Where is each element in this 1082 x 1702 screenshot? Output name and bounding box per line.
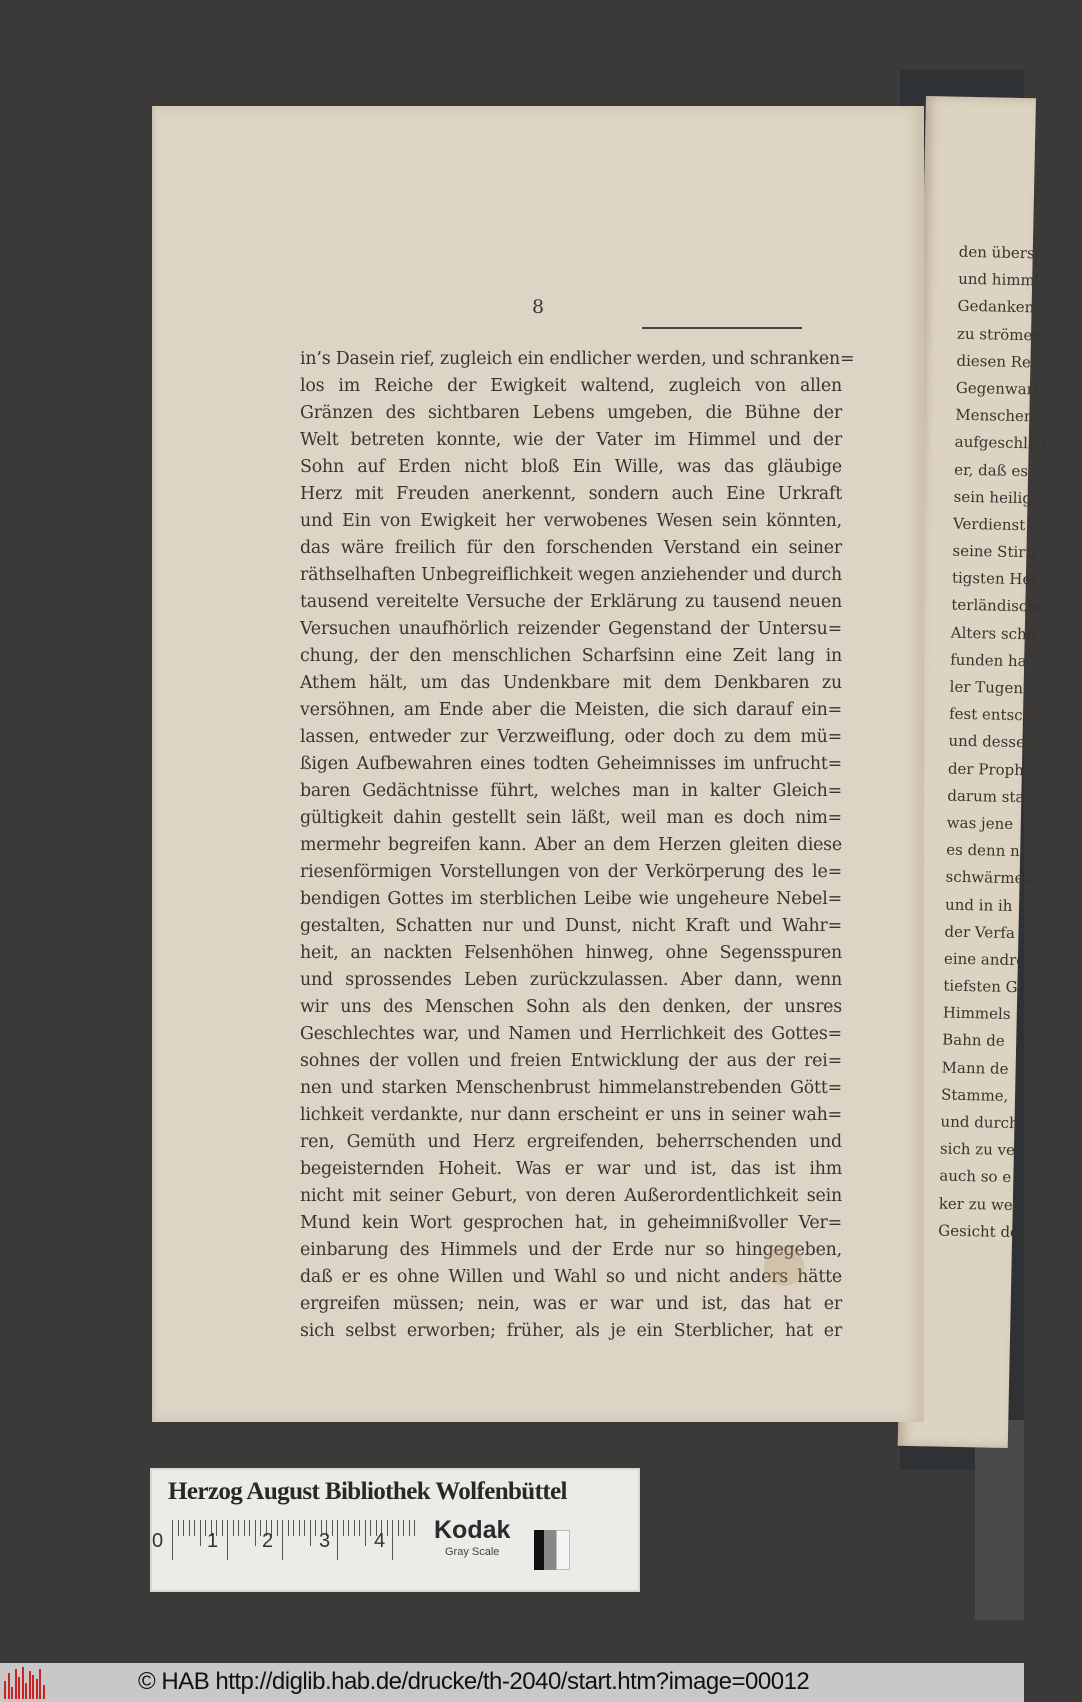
logo-bar <box>32 1675 34 1699</box>
text-line: und himml <box>957 269 1040 290</box>
ruler-tick <box>387 1520 388 1536</box>
text-line: sohnes der vollen und freien Entwicklung der aus der rei= <box>300 1051 842 1071</box>
text-line: aufgeschlag <box>954 432 1047 453</box>
ruler-tick <box>260 1520 261 1536</box>
text-line: und durch <box>940 1112 1019 1133</box>
text-line: chung, der den menschlichen Scharfsinn eine Zeit lang in <box>300 646 842 666</box>
ruler-tick <box>244 1520 245 1536</box>
right-page-text <box>938 239 1079 1247</box>
ruler-tick <box>233 1520 234 1536</box>
text-line: terländische <box>951 596 1047 617</box>
page-body-text <box>300 346 855 1345</box>
ruler-tick <box>348 1520 349 1536</box>
text-line: versöhnen, am Ende aber die Meisten, die sich darauf ein= <box>300 700 842 720</box>
text-line: Stamme, <box>940 1085 1009 1105</box>
ruler-tick <box>183 1520 184 1536</box>
text-line: Mann de <box>941 1058 1009 1078</box>
logo-bar <box>11 1687 13 1699</box>
text-line: sich zu ve <box>939 1139 1016 1160</box>
logo-bar <box>29 1671 31 1699</box>
ruler-tick <box>403 1520 404 1536</box>
text-line: räthselhaften Unbegreiflichkeit wegen anziehender und durch <box>300 565 842 585</box>
footer-bar <box>0 1663 1024 1702</box>
text-line: Alters scho <box>950 623 1036 644</box>
left-page <box>152 106 924 1422</box>
text-line: seine Stirn <box>952 541 1036 562</box>
ruler-tick <box>315 1520 316 1536</box>
logo-bar <box>4 1681 6 1699</box>
text-line: Himmels <box>942 1003 1011 1024</box>
scale-number: 3 <box>319 1530 331 1552</box>
scale-number: 2 <box>262 1530 274 1552</box>
ruler-tick <box>359 1520 360 1536</box>
text-line: Herz mit Freuden anerkennt, sondern auch Eine Urkraft <box>300 484 842 504</box>
text-line: baren Gedächtnisse führt, welches man in kalter Gleich= <box>300 781 842 801</box>
ruler-tick <box>310 1520 311 1546</box>
logo-bar <box>43 1685 45 1699</box>
gray-swatch-black <box>534 1530 544 1570</box>
text-line: funden ha <box>950 650 1027 671</box>
logo-bar <box>39 1669 41 1699</box>
text-line: lassen, entweder zur Verzweiflung, oder doch zu dem mü= <box>300 727 842 747</box>
text-line: wir uns des Menschen Sohn als den denken, der unsres <box>300 997 842 1017</box>
text-line: nen und starken Menschenbrust himmelanstrebenden Gött= <box>300 1078 842 1098</box>
ruler-tick <box>337 1520 338 1560</box>
text-line: tiefsten G <box>943 976 1018 997</box>
ruler-tick <box>200 1520 201 1546</box>
text-line: Verdienst <box>952 514 1026 535</box>
text-line: Versuchen unaufhörlich reizender Gegenstand der Untersu= <box>300 619 842 639</box>
text-line: ker zu wer <box>938 1194 1021 1214</box>
logo-bar <box>15 1669 17 1699</box>
text-line: und Ein von Ewigkeit her verwobenes Wesen sein könnten, <box>300 511 842 531</box>
text-line: gültigkeit dahin gestellt sein läßt, weil man es doch nim= <box>300 808 842 828</box>
ruler-tick <box>332 1520 333 1536</box>
header-rule <box>642 327 802 329</box>
foxing-stain <box>764 1246 804 1286</box>
logo-bar <box>8 1673 10 1699</box>
logo-bar <box>36 1679 38 1699</box>
ruler-tick <box>172 1520 173 1560</box>
ruler-tick <box>227 1520 228 1560</box>
kodak-logo: Kodak <box>434 1516 511 1544</box>
text-line: eine andre <box>943 949 1026 970</box>
ruler-tick <box>288 1520 289 1536</box>
text-line: bendigen Gottes im sterblichen Leibe wie ungeheure Nebel= <box>300 889 842 909</box>
text-line: ergreifen müssen; nein, was er war und ist, das hat er <box>300 1294 842 1314</box>
text-line: Gegenwart <box>955 378 1041 399</box>
text-line: ßigen Aufbewahren eines todten Geheimnisses im unfrucht= <box>300 754 842 774</box>
text-line: der Verfa <box>944 922 1016 942</box>
scale-number: 1 <box>207 1530 219 1552</box>
ruler-tick <box>398 1520 399 1536</box>
logo-bar <box>18 1677 20 1699</box>
text-line: auch so e <box>939 1166 1012 1187</box>
text-line: einbarung des Himmels und der Erde nur so hingegeben, <box>300 1240 842 1260</box>
text-line: riesenförmigen Vorstellungen von der Verkörperung des le= <box>300 862 842 882</box>
ruler-tick <box>277 1520 278 1536</box>
ruler-tick <box>354 1520 355 1536</box>
ruler-tick <box>282 1520 283 1560</box>
ruler-tick <box>178 1520 179 1536</box>
ruler-tick <box>293 1520 294 1536</box>
text-line: gestalten, Schatten nur und Dunst, nicht Kraft und Wahr= <box>300 916 842 936</box>
ruler-tick <box>414 1520 415 1536</box>
ruler-tick <box>370 1520 371 1536</box>
logo-bar <box>25 1683 27 1699</box>
text-line: Gränzen des sichtbaren Lebens umgeben, die Bühne der <box>300 403 842 423</box>
text-line: los im Reiche der Ewigkeit waltend, zugleich von allen <box>300 376 842 396</box>
ruler-tick <box>194 1520 195 1536</box>
text-line: tausend vereitelte Versuche der Erklärung zu tausend neuen <box>300 592 842 612</box>
gray-swatch-white <box>556 1530 570 1570</box>
ruler-tick <box>304 1520 305 1536</box>
ruler-tick <box>365 1520 366 1546</box>
ruler-tick <box>299 1520 300 1536</box>
text-line: Mund kein Wort gesprochen hat, in geheimnißvoller Ver= <box>300 1213 842 1233</box>
library-name: Herzog August Bibliothek Wolfenbüttel <box>168 1478 567 1505</box>
text-line: mermehr begreifen kann. Aber an dem Herzen gleiten diese <box>300 835 842 855</box>
text-line: den übersch <box>958 242 1053 263</box>
scale-number: 0 <box>152 1530 164 1552</box>
ruler-tick <box>189 1520 190 1536</box>
logo-bar <box>22 1667 24 1699</box>
ruler-tick <box>255 1520 256 1546</box>
text-line: sein heilige <box>953 487 1042 508</box>
text-line: daß er es ohne Willen und Wahl so und nicht anders hätte <box>300 1267 842 1287</box>
text-line: tigsten Hel <box>951 568 1037 589</box>
text-line: Welt betreten konnte, wie der Vater im Himmel und der <box>300 430 842 450</box>
book-cover-edge <box>975 1420 1024 1620</box>
text-line: nicht mit seiner Geburt, von deren Außerordentlichkeit sein <box>300 1186 842 1206</box>
text-line: in’s Dasein rief, zugleich ein endlicher werden, und schranken= <box>300 349 855 369</box>
text-line: es denn n <box>946 840 1020 861</box>
text-line: zu strömen. <box>956 324 1048 345</box>
kodak-subtitle: Gray Scale <box>445 1546 500 1558</box>
text-line: Gedanken s <box>957 297 1047 317</box>
text-line: Athem hält, um das Undenkbare mit dem Denkbaren zu <box>300 673 842 693</box>
scale-number: 4 <box>374 1530 386 1552</box>
text-line: diesen Reic <box>956 351 1045 372</box>
text-line: Geschlechtes war, und Namen und Herrlichkeit des Gottes= <box>300 1024 842 1044</box>
ruler-tick <box>343 1520 344 1536</box>
text-line: fest entschi <box>948 704 1038 725</box>
ruler-tick <box>409 1520 410 1536</box>
text-line: und in ih <box>944 895 1013 915</box>
text-line: ler Tugen <box>949 677 1024 698</box>
ruler-tick <box>222 1520 223 1536</box>
library-scale-card <box>152 1470 638 1590</box>
text-line: begeisternden Hoheit. Was er war und ist, das ist ihm <box>300 1159 842 1179</box>
text-line: darum sta <box>947 786 1025 806</box>
text-line: und sprossendes Leben zurückzulassen. Aber dann, wenn <box>300 970 842 990</box>
text-line: der Proph <box>947 759 1025 779</box>
page-number: 8 <box>531 296 545 318</box>
ruler-tick <box>392 1520 393 1560</box>
text-line: Menschen, <box>955 405 1039 426</box>
ruler-tick <box>238 1520 239 1536</box>
text-line: Bahn de <box>942 1030 1005 1051</box>
ruler-tick <box>205 1520 206 1536</box>
text-line: schwärmen <box>945 867 1034 888</box>
text-line: sich selbst erworben; früher, als je ein Sterblicher, hat er <box>300 1321 842 1341</box>
text-line: und dessen <box>948 731 1035 752</box>
text-line: Sohn auf Erden nicht bloß Ein Wille, was das gläubige <box>300 457 842 477</box>
text-line: er, daß es <box>954 460 1029 480</box>
gray-swatch-mid <box>544 1530 556 1570</box>
text-line: ren, Gemüth und Herz ergreifenden, beherrschenden und <box>300 1132 842 1152</box>
footer-copyright-url[interactable]: © HAB http://diglib.hab.de/drucke/th-2040/start.htm?image=00012 <box>138 1668 810 1695</box>
text-line: Gesicht de <box>938 1221 1020 1241</box>
text-line: heit, an nackten Felsenhöhen hinweg, ohne Segensspuren <box>300 943 842 963</box>
text-line: was jene <box>946 813 1014 833</box>
text-line: lichkeit verdankte, nur dann erscheint er uns in seiner wah= <box>300 1105 842 1125</box>
text-line: das wäre freilich für den forschenden Verstand ein seiner <box>300 538 842 558</box>
hab-logo-icon <box>4 1667 48 1699</box>
ruler-tick <box>249 1520 250 1536</box>
